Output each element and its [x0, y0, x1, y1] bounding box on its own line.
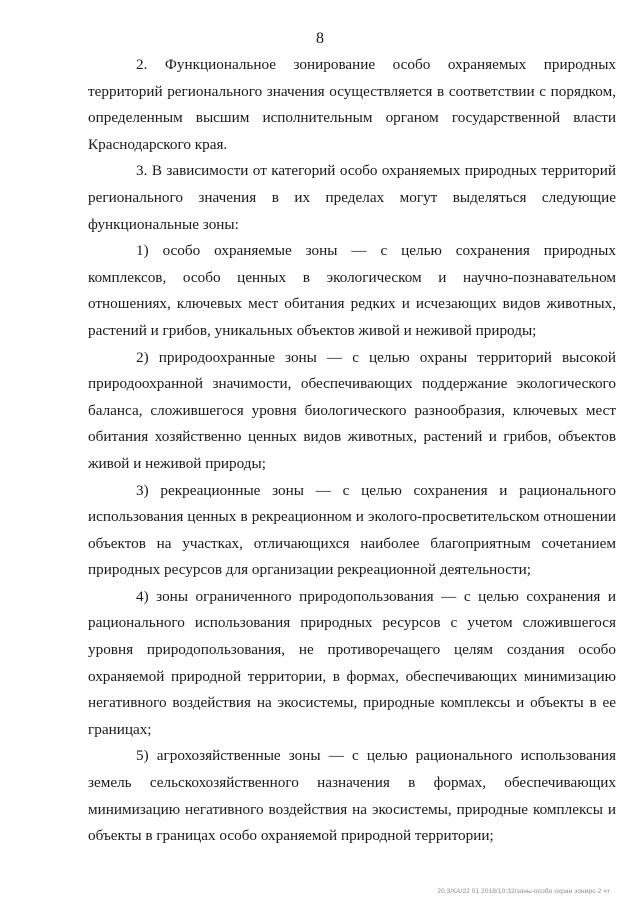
document-body: [88, 52, 616, 850]
footer-file-stamp: 20.3/КА/22 01 2018/10:32/зоны-особо охран зонирс-2 чт: [437, 888, 610, 895]
list-item-limited-use-zones: 4) зоны ограниченного природопользования — с целью сохранения и рационального использования природных ресурсов с учетом сложившегося уровня природопользования, не противоречащего целям создания особо охраняемой природной территории, в формах, обеспечивающих минимизацию негативного воздействия на экосистемы, природные комплексы и объекты в ее границах;: [88, 587, 616, 738]
list-item-agricultural-zones: 5) агрохозяйственные зоны — с целью рационального использования земель сельскохозяйственного назначения в формах, обеспечивающих минимизацию негативного воздействия на экосистемы, природные комплексы и объекты в границах особо охраняемой природной территории;: [88, 747, 616, 845]
list-item-specially-protected-zones: 1) особо охраняемые зоны — с целью сохранения природных комплексов, особо ценных в экологическом и научно-познавательном отношениях, ключевых мест обитания редких и исчезающих видов животных, растений и грибов, уникальных объектов живой и неживой природы;: [88, 242, 616, 339]
list-item-nature-protection-zones: 2) природоохранные зоны — с целью охраны территорий высокой природоохранной значимости, обеспечивающих поддержание экологического баланса, сложившегося уровня биологического разнообразия, ключевых мест обитания хозяйственно ценных видов животных, растений и грибов, объектов живой и неживой природы;: [88, 348, 616, 472]
list-item-recreational-zones: 3) рекреационные зоны — с целью сохранения и рационального использования ценных в рекреационном и эколого-просветительском отношении объектов на участках, отличающихся наиболее благоприятным сочетанием природных ресурсов для организации рекреационной деятельности;: [88, 481, 616, 579]
paragraph-zone-categories: 3. В зависимости от категорий особо охраняемых природных территорий регионального значения в их пределах могут выделяться следующие функциональные зоны:: [88, 162, 616, 233]
page-number: 8: [316, 30, 324, 47]
paragraph-functional-zoning: 2. Функциональное зонирование особо охраняемых природных территорий регионального значения осуществляется в соответствии с порядком, определенным высшим исполнительным органом государственной власти Краснодарского края.: [88, 56, 616, 153]
